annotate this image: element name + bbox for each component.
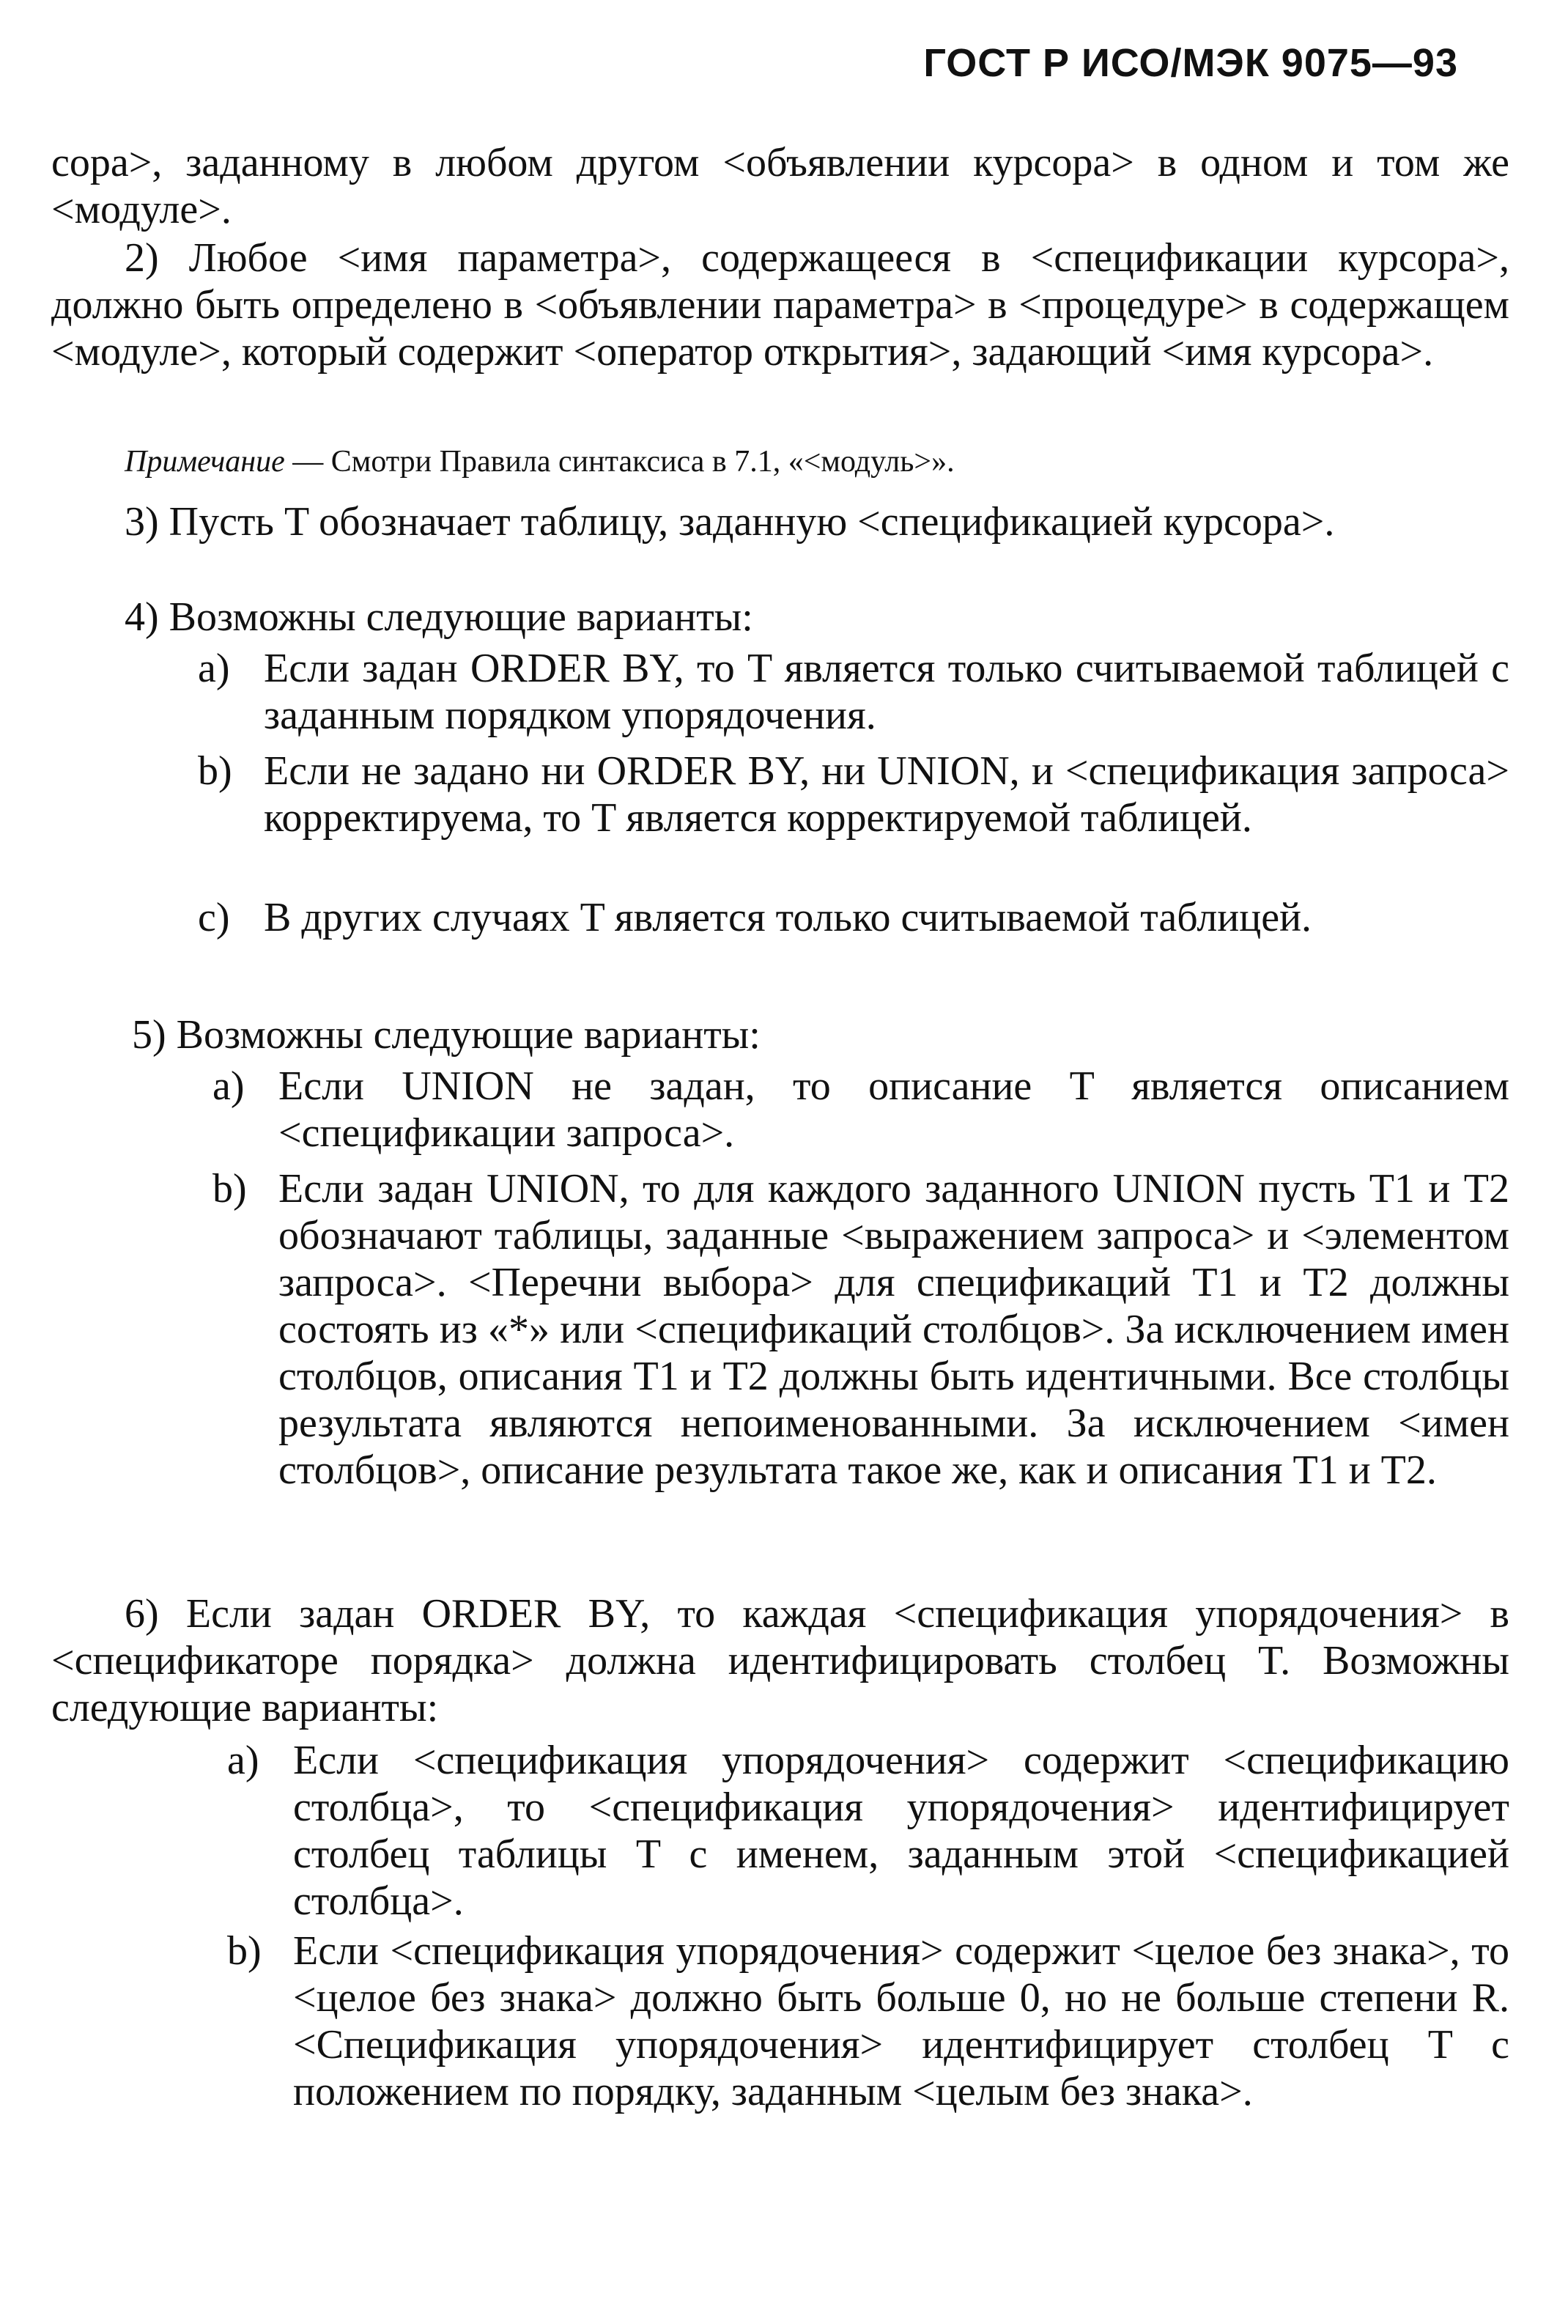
item-text: Если <спецификация упорядочения> содержит <спецификацию столбца>, то <спецификация упорядочения> идентифицирует столбец таблицы T с именем, заданным этой <спецификацией столбца>. [293,1738,1509,1924]
item-marker: a) [198,646,230,691]
paragraph-continuation: сора>, заданному в любом другом <объявлении курсора> в одном и том же <модуле>. [51,140,1509,232]
note [125,440,1509,484]
paragraph-4: 4) Возможны следующие варианты: [125,594,753,640]
item-text: Если не задано ни ORDER BY, ни UNION, и <спецификация запроса> корректируема, то T является корректируемой таблицей. [264,748,1509,841]
note-text: — Смотри Правила синтаксиса в 7.1, «<модуль>». [284,445,955,479]
item-marker: a) [212,1063,245,1109]
list-item-5b [212,1165,1509,1494]
paragraph-5: 5) Возможны следующие варианты: [132,1012,761,1058]
item-marker: b) [198,748,232,794]
note-label: Примечание [125,445,285,479]
list-item-5a [212,1063,1509,1157]
item-marker: c) [198,895,230,940]
item-marker: a) [227,1738,259,1783]
paragraph-3: 3) Пусть T обозначает таблицу, заданную <спецификацией курсора>. [125,499,1335,545]
item-text: Если задан ORDER BY, то T является только считываемой таблицей с заданным порядком упорядочения. [264,646,1509,738]
item-text: Если UNION не задан, то описание T является описанием <спецификации запроса>. [278,1063,1509,1156]
list-item-6b [227,1928,1509,2115]
item-marker: b) [227,1928,262,1974]
list-item-6a [227,1737,1509,1925]
item-text: Если задан UNION, то для каждого заданного UNION пусть T1 и T2 обозначают таблицы, заданные <выражением запроса> и <элементом запроса>. <Перечни выбора> для спецификаций T1 и T2 должны состоять из «*» или <спецификаций столбцов>. За исключением имен столбцов, описания T1 и T2 должны быть идентичными. Все столбцы результата являются непоименованными. За исключением <имен столбцов>, описание результата такое же, как и описания T1 и T2. [278,1166,1509,1493]
paragraph-2: 2) Любое <имя параметра>, содержащееся в <спецификации курсора>, должно быть определено в <объявлении параметра> в <процедуре> в содержащем <модуле>, который содержит <оператор открытия>, задающий <имя курсора>. [51,235,1509,375]
list-item-4a [198,645,1509,739]
list-item-4b [198,748,1509,841]
item-text: Если <спецификация упорядочения> содержит <целое без знака>, то <целое без знака> должно быть больше 0, но не больше степени R. <Спецификация упорядочения> идентифицирует столбец T с положением по порядку, заданным <целым без знака>. [293,1928,1509,2114]
paragraph-6: 6) Если задан ORDER BY, то каждая <спецификация упорядочения> в <спецификаторе порядка> должна идентифицировать столбец T. Возможны следующие варианты: [51,1591,1509,1730]
list-item-4c [198,894,1509,941]
item-text: В других случаях T является только считываемой таблицей. [264,895,1312,940]
item-marker: b) [212,1166,247,1211]
running-header: ГОСТ Р ИСО/МЭК 9075—93 [923,41,1458,85]
